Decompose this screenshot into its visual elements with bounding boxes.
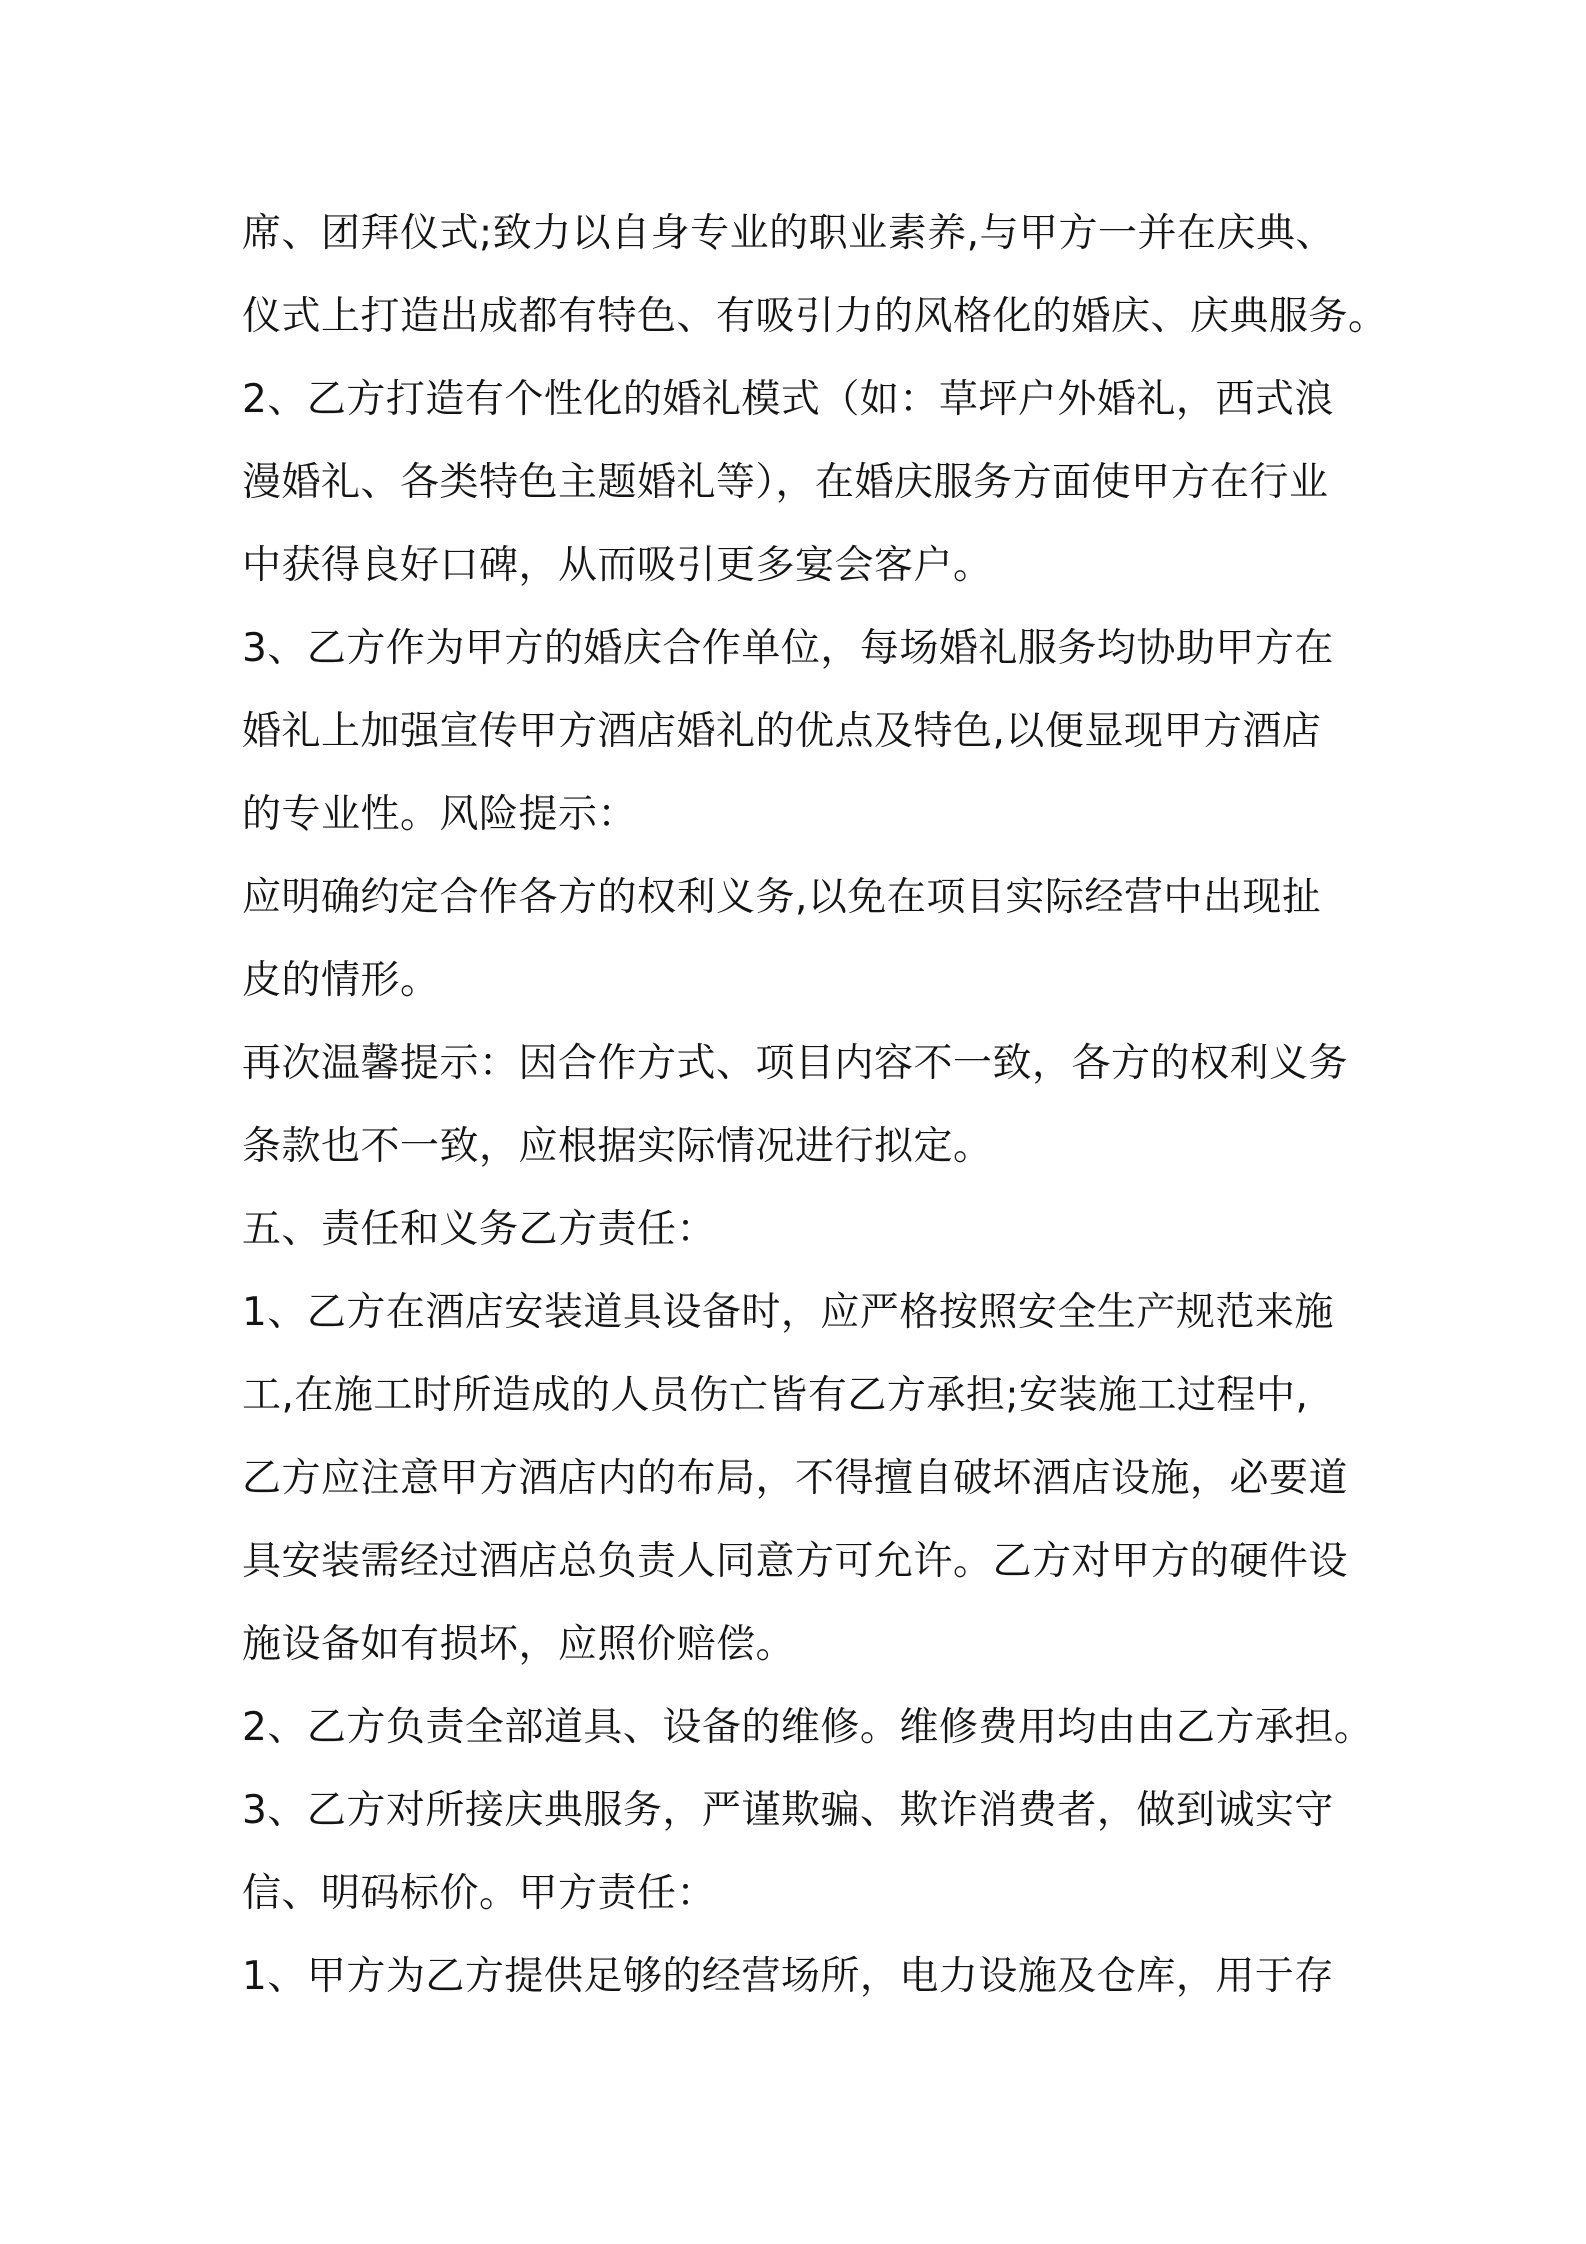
text-line: 席、团拜仪式;致力以自身专业的职业素养,与甲方一并在庆典、 [242,211,1336,256]
text-line: 3、乙方作为甲方的婚庆合作单位，每场婚礼服务均协助甲方在 [242,626,1334,671]
document-body [242,192,1388,2018]
text-line: 再次温馨提示：因合作方式、项目内容不一致，各方的权利义务 [242,1041,1349,1086]
text-line: 中获得良好口碑，从而吸引更多宴会客户。 [242,543,993,588]
text-line: 应明确约定合作各方的权利义务,以免在项目实际经营中出现扯 [242,875,1322,920]
text-line: 1、甲方为乙方提供足够的经营场所，电力设施及仓库，用于存 [242,1954,1334,1999]
text-line: 漫婚礼、各类特色主题婚礼等），在婚庆服务方面使甲方在行业 [242,460,1329,505]
section-heading: 五、责任和义务乙方责任： [242,1207,717,1252]
text-line: 皮的情形。 [242,958,440,1003]
text-line: 信、明码标价。甲方责任： [242,1871,717,1916]
text-line: 1、乙方在酒店安装道具设备时，应严格按照安全生产规范来施 [242,1290,1334,1335]
text-line: 2、乙方打造有个性化的婚礼模式（如：草坪户外婚礼，西式浪 [242,377,1334,422]
text-line: 具安装需经过酒店总负责人同意方可允许。乙方对甲方的硬件设 [242,1539,1349,1584]
text-line: 条款也不一致，应根据实际情况进行拟定。 [242,1124,993,1169]
text-line: 2、乙方负责全部道具、设备的维修。维修费用均由由乙方承担。 [242,1705,1374,1750]
text-line: 仪式上打造出成都有特色、有吸引力的风格化的婚庆、庆典服务。 [242,294,1388,339]
text-line: 的专业性。风险提示： [242,792,638,837]
text-line: 施设备如有损坏，应照价赔偿。 [242,1622,796,1667]
text-line: 3、乙方对所接庆典服务，严谨欺骗、欺诈消费者，做到诚实守 [242,1788,1334,1833]
text-line: 乙方应注意甲方酒店内的布局，不得擅自破坏酒店设施，必要道 [242,1456,1349,1501]
text-line: 工,在施工时所造成的人员伤亡皆有乙方承担;安装施工过程中, [242,1373,1309,1418]
text-line: 婚礼上加强宣传甲方酒店婚礼的优点及特色,以便显现甲方酒店 [242,709,1322,754]
